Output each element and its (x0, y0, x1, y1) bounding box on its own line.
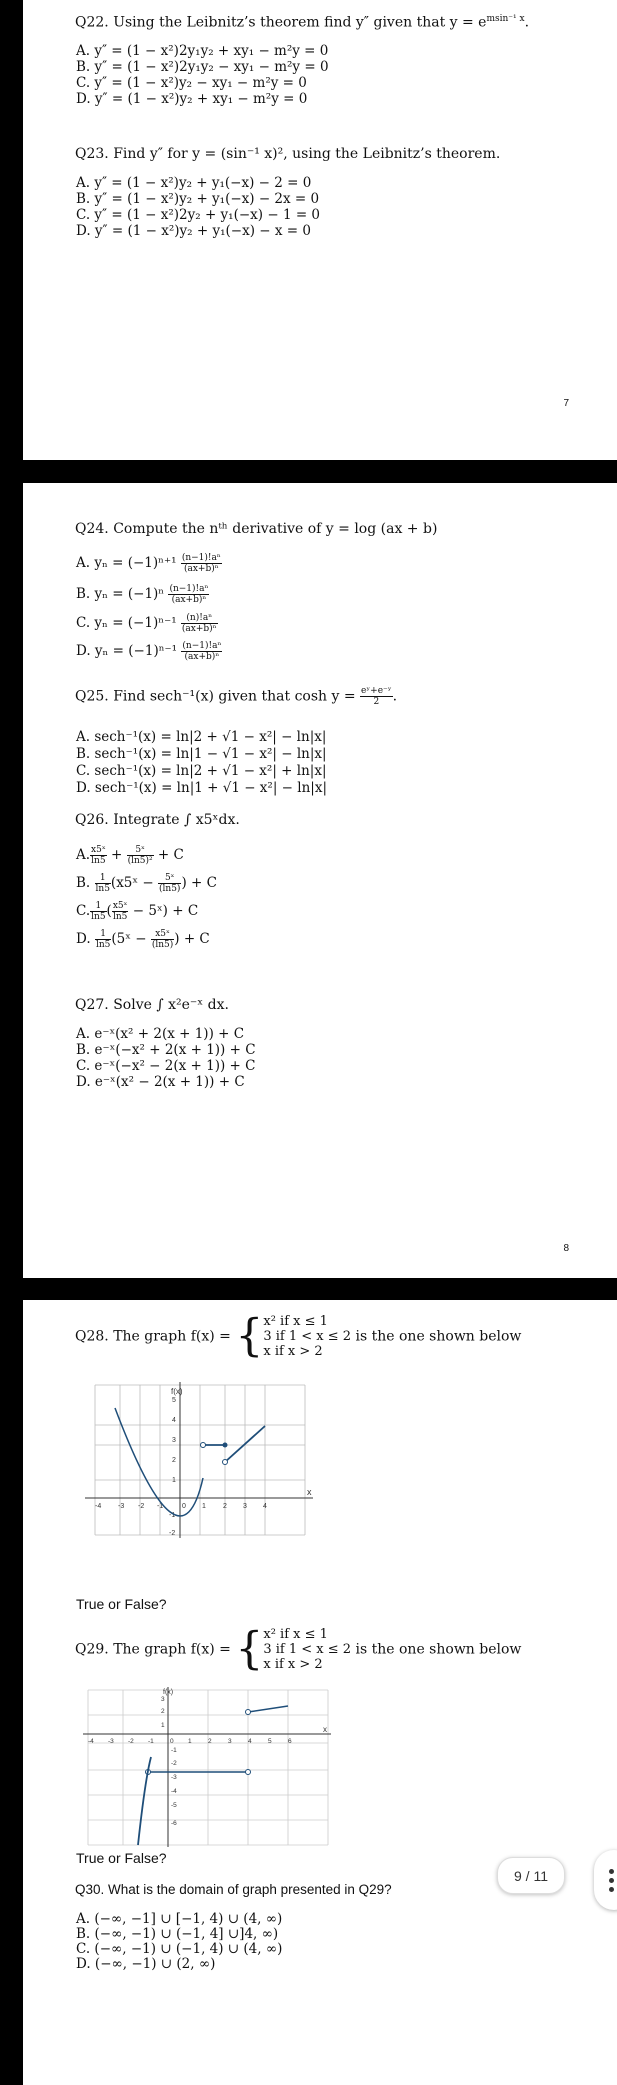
svg-text:-3: -3 (118, 1503, 125, 1510)
page-number: 7 (563, 398, 569, 409)
svg-text:3: 3 (172, 1437, 176, 1444)
q28-y-label: f(x) (171, 1387, 183, 1396)
q23-option-b: B. y″ = (1 − x²)y₂ + y₁(−x) − 2x = 0 (76, 191, 320, 207)
q30-question: Q30. What is the domain of graph presented in Q29? (75, 1882, 392, 1897)
page-counter: 9 / 11 (497, 1857, 565, 1894)
svg-text:3: 3 (161, 1696, 165, 1703)
svg-text:2: 2 (223, 1503, 227, 1510)
q22-option-a: A. y″ = (1 − x²)2y₁y₂ + xy₁ − m²y = 0 (76, 43, 329, 59)
svg-text:1: 1 (172, 1477, 176, 1484)
more-vertical-icon (609, 1869, 614, 1874)
q27-option-b: B. e⁻ˣ(−x² + 2(x + 1)) + C (76, 1042, 256, 1058)
svg-text:-4: -4 (88, 1738, 94, 1745)
svg-text:6: 6 (288, 1738, 292, 1745)
q26-option-a: A. $\frac{\text{x5ˣ}}{\ln 5}$ + $\frac{\text{5ˣ}}{\text{(ln5)²}}$ + C (76, 845, 184, 866)
svg-text:2: 2 (208, 1738, 212, 1745)
q29-question: Q29. The graph f(x) = { x² if x ≤ 1 3 if 1 < x ≤ 2 x if x > 2 is the one shown below (75, 1623, 522, 1675)
svg-text:-6: -6 (171, 1820, 177, 1827)
q26-option-d: D. $\frac{1}{\ln 5}$ (5ˣ − $\frac{\text{x5ˣ}}{(\ln 5)}$ ) + C (76, 929, 210, 950)
q27-option-c: C. e⁻ˣ(−x² − 2(x + 1)) + C (76, 1058, 256, 1074)
svg-text:5: 5 (172, 1397, 176, 1404)
svg-text:-2: -2 (169, 1530, 176, 1537)
page-7 (23, 0, 617, 460)
q28-parabola (115, 1408, 203, 1516)
svg-text:1: 1 (202, 1503, 206, 1510)
q24-option-b: B. yₙ = (−1)ⁿ $\frac{\text{(n−1)!aⁿ}}{\text{(ax+b)ⁿ}}$ (76, 584, 209, 605)
svg-text:3: 3 (243, 1503, 247, 1510)
q27-option-a: A. e⁻ˣ(x² + 2(x + 1)) + C (76, 1026, 245, 1042)
q23-option-a: A. y″ = (1 − x²)y₂ + y₁(−x) − 2 = 0 (76, 175, 312, 191)
svg-text:0: 0 (182, 1503, 186, 1510)
q29-open-point-upper (246, 1710, 251, 1715)
q28-grid (95, 1385, 305, 1535)
q24-option-a: A. yₙ = (−1)ⁿ⁺¹ $\frac{\text{(n−1)!aⁿ}}{\text{(ax+b)ⁿ}}$ (76, 553, 221, 574)
page-8 (23, 483, 617, 1278)
q29-true-false: True or False? (76, 1850, 167, 1866)
q30-option-b: B. (−∞, −1) ∪ (−1, 4] ∪]4, ∞) (76, 1926, 279, 1942)
q29-x-label: x (323, 1725, 327, 1734)
svg-text:-5: -5 (171, 1802, 177, 1809)
more-options-button[interactable] (594, 1850, 617, 1910)
svg-text:-1: -1 (148, 1738, 154, 1745)
q25-option-d: D. sech⁻¹(x) = ln|1 + √1 − x²| − ln|x| (76, 780, 327, 796)
q30-option-c: C. (−∞, −1) ∪ (−1, 4) ∪ (4, ∞) (76, 1941, 283, 1957)
svg-text:1: 1 (161, 1722, 165, 1729)
q28-question: Q28. The graph f(x) = { x² if x ≤ 1 3 if 1 < x ≤ 2 x if x > 2 is the one shown below (75, 1310, 522, 1362)
svg-text:1: 1 (188, 1738, 192, 1745)
svg-text:5: 5 (268, 1738, 272, 1745)
q29-open-point-right (246, 1770, 251, 1775)
q27-question: Q27. Solve ∫ x²e⁻ˣ dx. (75, 997, 229, 1013)
svg-text:-1: -1 (169, 1512, 176, 1519)
svg-text:3: 3 (228, 1738, 232, 1745)
q22-option-d: D. y″ = (1 − x²)y₂ + xy₁ − m²y = 0 (76, 91, 308, 107)
svg-text:-2: -2 (138, 1503, 145, 1510)
q24-question: Q24. Compute the nᵗʰ derivative of y = log (ax + b) (75, 521, 438, 537)
q22-question: Q22. Using the Leibnitz’s theorem find y″ given that $y = e^{msin^{-1} x}$. (75, 14, 530, 31)
q28-x-ticks (95, 1503, 267, 1510)
q22-option-c: C. y″ = (1 − x²)y₂ − xy₁ − m²y = 0 (76, 75, 307, 91)
q25-option-c: C. sech⁻¹(x) = ln|2 + √1 − x²| + ln|x| (76, 763, 327, 779)
q28-x-label: x (307, 1487, 312, 1497)
q29-y-ticks (161, 1696, 177, 1827)
q22-option-b: B. y″ = (1 − x²)2y₁y₂ − xy₁ − m²y = 0 (76, 59, 329, 75)
q29-upper-segment (248, 1706, 288, 1712)
q23-question: Q23. Find y″ for y = (sin⁻¹ x)², using the Leibnitz’s theorem. (75, 146, 501, 162)
q27-option-d: D. e⁻ˣ(x² − 2(x + 1)) + C (76, 1074, 245, 1090)
q26-question: Q26. Integrate ∫ x5ˣdx. (75, 812, 240, 828)
q29-grid (88, 1690, 328, 1845)
svg-text:0: 0 (170, 1738, 174, 1745)
q28-open-point (201, 1443, 206, 1448)
svg-text:-1: -1 (157, 1503, 164, 1510)
q25-question: Q25. Find sech⁻¹(x) given that cosh y = $\frac{\text{eʸ+e⁻ʸ}}{2}$ . (75, 686, 398, 707)
q29-graph (83, 1685, 333, 1850)
page-9 (23, 1300, 617, 2085)
q28-true-false: True or False? (76, 1596, 167, 1612)
q30-option-a: A. (−∞, −1] ∪ [−1, 4) ∪ (4, ∞) (76, 1911, 283, 1927)
svg-text:4: 4 (172, 1417, 176, 1424)
svg-text:-4: -4 (171, 1788, 177, 1795)
q26-option-c: C. $\frac{1}{\ln 5}$ ( $\frac{\text{x5ˣ}}{\ln 5}$ − 5ˣ) + C (76, 901, 199, 922)
page-number: 8 (563, 1243, 569, 1254)
q28-open-point-2 (223, 1460, 228, 1465)
q28-closed-point (223, 1443, 228, 1448)
q23-option-c: C. y″ = (1 − x²)2y₂ + y₁(−x) − 1 = 0 (76, 207, 321, 223)
q26-option-b: B. $\frac{1}{\ln 5}$ (x5ˣ − $\frac{\text{5ˣ}}{(\ln 5)}$ ) + C (76, 873, 217, 894)
svg-text:-3: -3 (108, 1738, 114, 1745)
q25-option-a: A. sech⁻¹(x) = ln|2 + √1 − x²| − ln|x| (76, 729, 327, 745)
q25-option-b: B. sech⁻¹(x) = ln|1 − √1 − x²| − ln|x| (76, 746, 327, 762)
q28-graph (85, 1380, 315, 1540)
svg-text:-2: -2 (128, 1738, 134, 1745)
q24-option-d: D. yₙ = (−1)ⁿ⁻¹ $\frac{\text{(n−1)!aⁿ}}{\text{(ax+b)ⁿ}}$ (76, 641, 222, 662)
q29-x-ticks (88, 1738, 292, 1745)
q30-option-d: D. (−∞, −1) ∪ (2, ∞) (76, 1956, 216, 1972)
q24-option-c: C. yₙ = (−1)ⁿ⁻¹ $\frac{\text{(n)!aⁿ}}{\text{(ax+b)ⁿ}}$ (76, 613, 217, 634)
svg-text:-1: -1 (171, 1747, 177, 1754)
svg-text:4: 4 (263, 1503, 267, 1510)
svg-text:4: 4 (248, 1738, 252, 1745)
svg-text:2: 2 (161, 1708, 165, 1715)
q23-option-d: D. y″ = (1 − x²)y₂ + y₁(−x) − x = 0 (76, 223, 311, 239)
q29-y-label: f(x) (163, 1689, 174, 1696)
svg-text:2: 2 (172, 1457, 176, 1464)
svg-text:-3: -3 (171, 1774, 177, 1781)
svg-text:-2: -2 (171, 1760, 177, 1767)
svg-text:-4: -4 (95, 1503, 102, 1510)
q28-y-ticks (169, 1397, 176, 1537)
